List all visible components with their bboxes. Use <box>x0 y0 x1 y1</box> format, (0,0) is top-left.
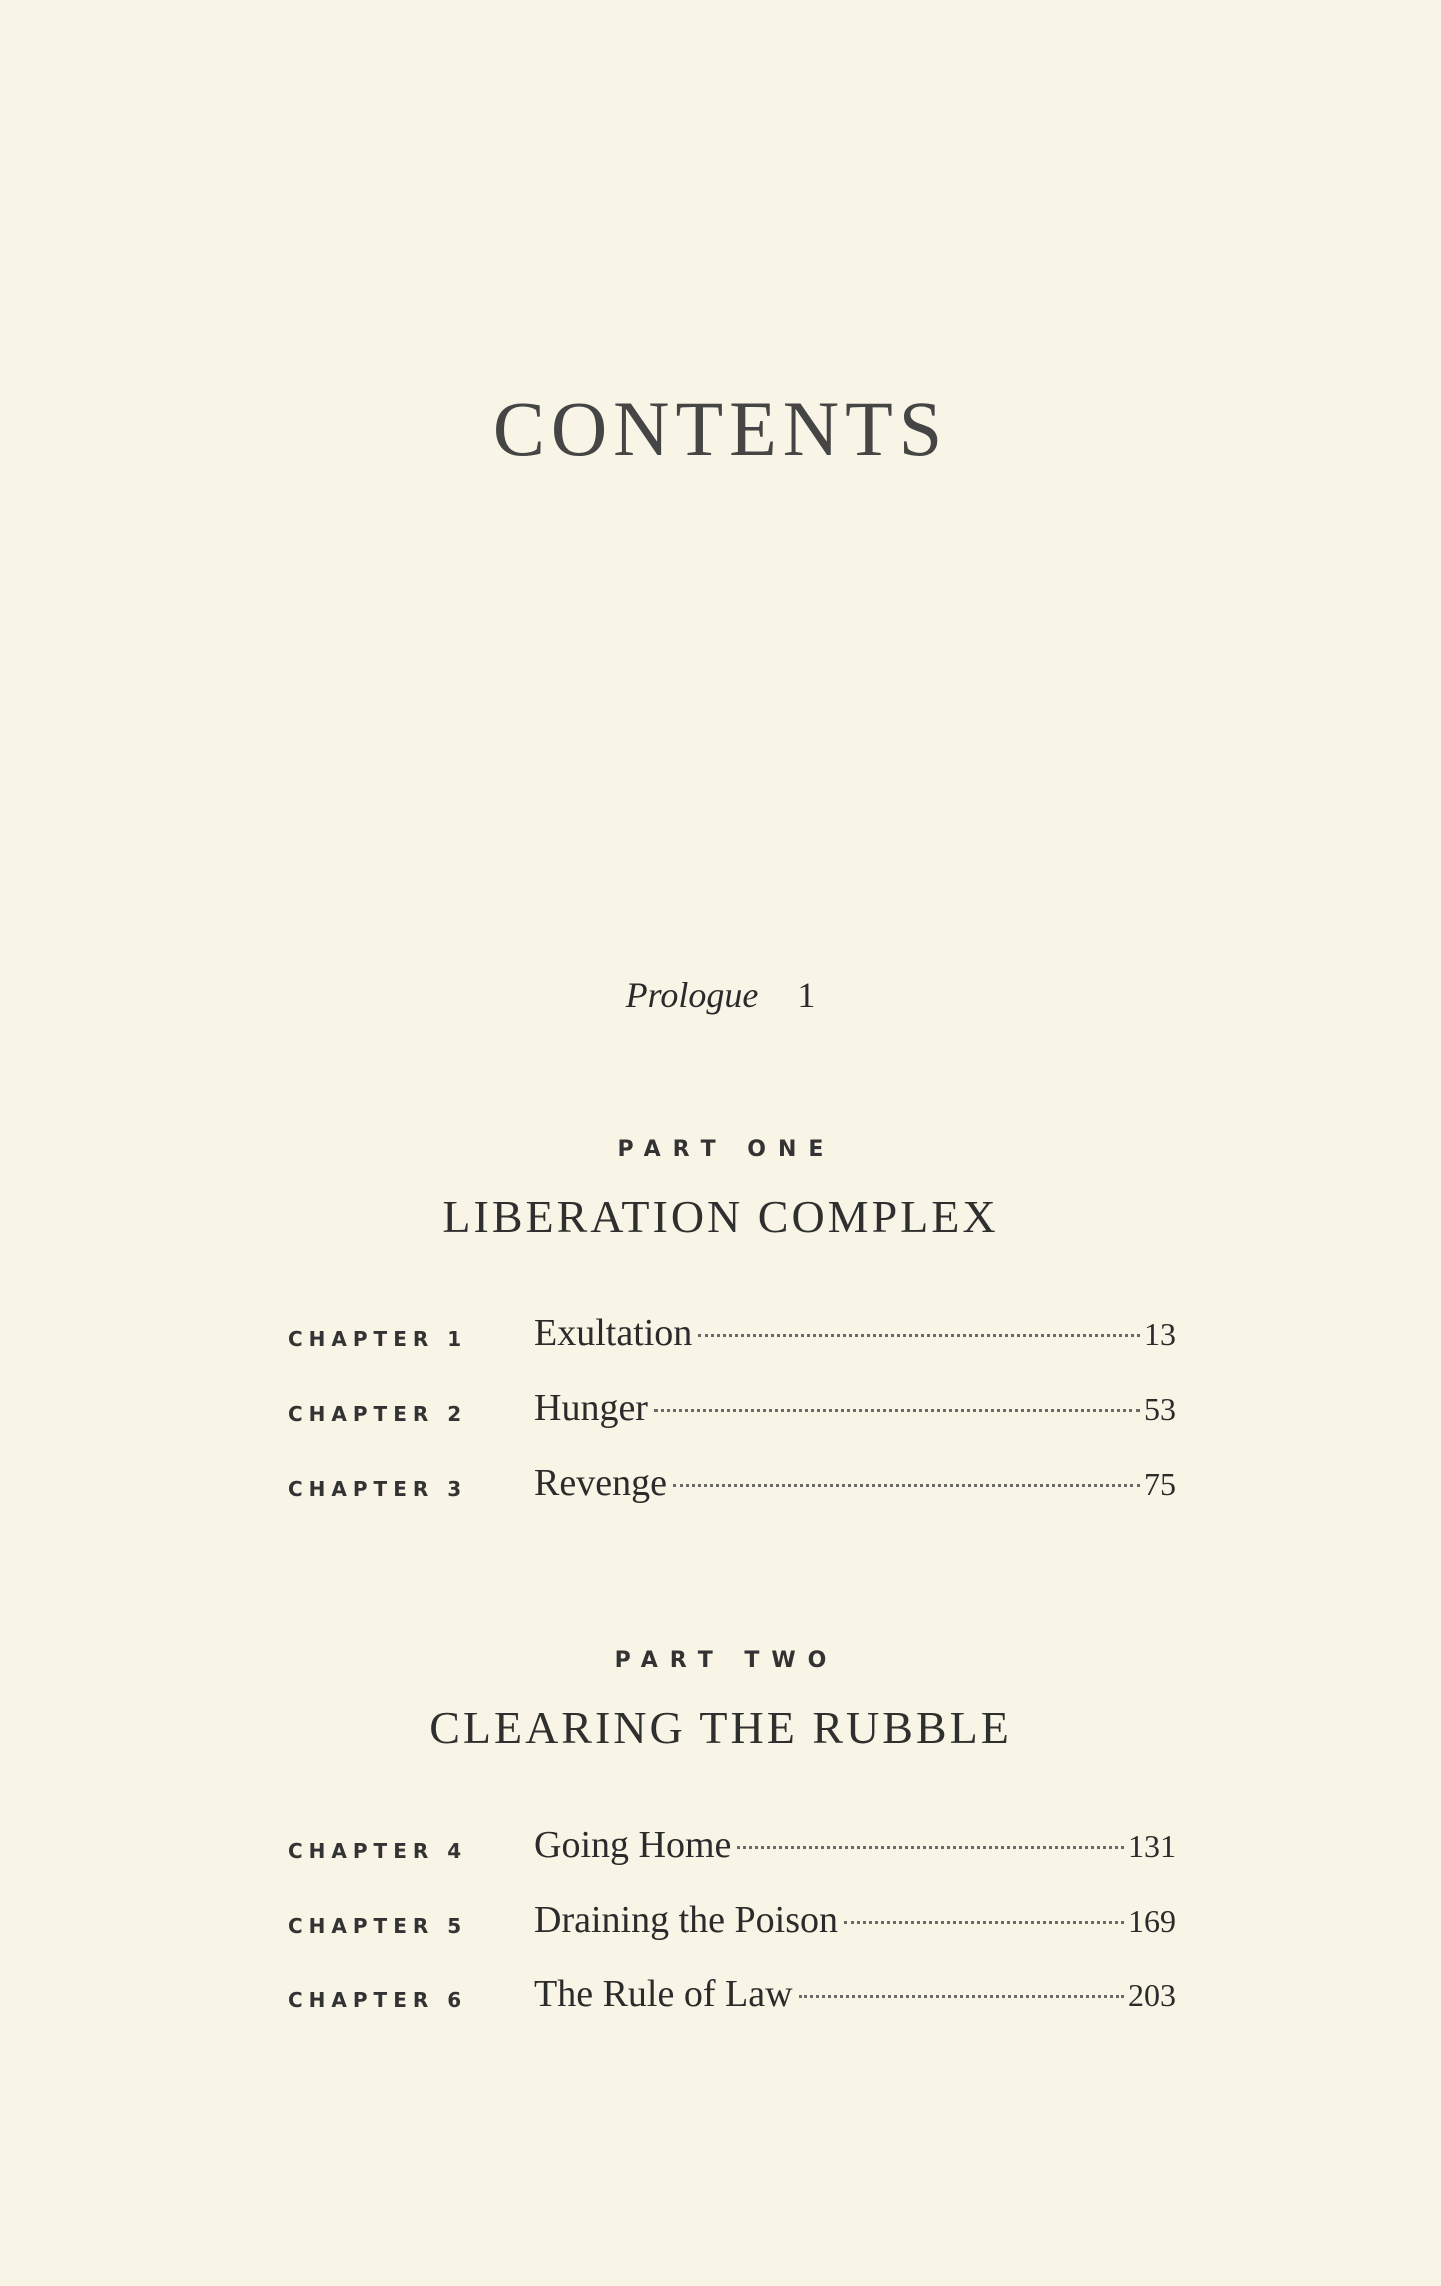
chapter-label: CHAPTER 5 <box>288 1914 468 1938</box>
chapter-row <box>288 1892 1176 1942</box>
chapter-label: CHAPTER 1 <box>288 1327 468 1351</box>
chapter-page-number: 203 <box>1128 1977 1176 2014</box>
chapter-page-number: 53 <box>1144 1391 1176 1428</box>
chapter-label: CHAPTER 3 <box>288 1477 468 1501</box>
part-two-label: PART TWO <box>614 1648 839 1673</box>
chapter-title: The Rule of Law <box>534 1973 793 2016</box>
prologue-page-number: 1 <box>797 975 816 1015</box>
chapter-entry <box>534 1463 1176 1505</box>
dot-leader <box>799 1995 1124 1998</box>
chapter-entry <box>534 1313 1176 1355</box>
chapter-entry <box>534 1974 1176 2016</box>
chapter-row <box>288 1455 1176 1505</box>
chapter-label: CHAPTER 6 <box>288 1988 468 2012</box>
chapter-entry <box>534 1825 1176 1867</box>
dot-leader <box>698 1334 1140 1337</box>
dot-leader <box>654 1409 1140 1412</box>
chapter-page-number: 75 <box>1144 1466 1176 1503</box>
chapter-title: Revenge <box>534 1462 667 1505</box>
chapter-title: Draining the Poison <box>534 1899 838 1942</box>
prologue-entry <box>0 977 1441 1013</box>
part-one-title: LIBERATION COMPLEX <box>442 1191 999 1242</box>
chapter-title: Going Home <box>534 1824 732 1867</box>
chapter-entry <box>534 1900 1176 1942</box>
dot-leader <box>673 1484 1140 1487</box>
dot-leader <box>737 1846 1124 1849</box>
page-title: CONTENTS <box>492 385 949 472</box>
prologue-label: Prologue <box>625 975 759 1015</box>
part-one-label: PART ONE <box>617 1137 836 1162</box>
chapter-entry <box>534 1388 1176 1430</box>
dot-leader <box>844 1921 1124 1924</box>
chapter-title: Hunger <box>534 1387 648 1430</box>
chapter-page-number: 131 <box>1128 1828 1176 1865</box>
chapter-page-number: 13 <box>1144 1316 1176 1353</box>
chapter-page-number: 169 <box>1128 1903 1176 1940</box>
chapter-label: CHAPTER 4 <box>288 1839 468 1863</box>
chapter-row <box>288 1380 1176 1430</box>
chapter-row <box>288 1817 1176 1867</box>
chapter-row <box>288 1305 1176 1355</box>
chapter-row <box>288 1966 1176 2016</box>
chapter-title: Exultation <box>534 1312 693 1355</box>
part-two-title: CLEARING THE RUBBLE <box>429 1702 1012 1753</box>
chapter-label: CHAPTER 2 <box>288 1402 468 1426</box>
